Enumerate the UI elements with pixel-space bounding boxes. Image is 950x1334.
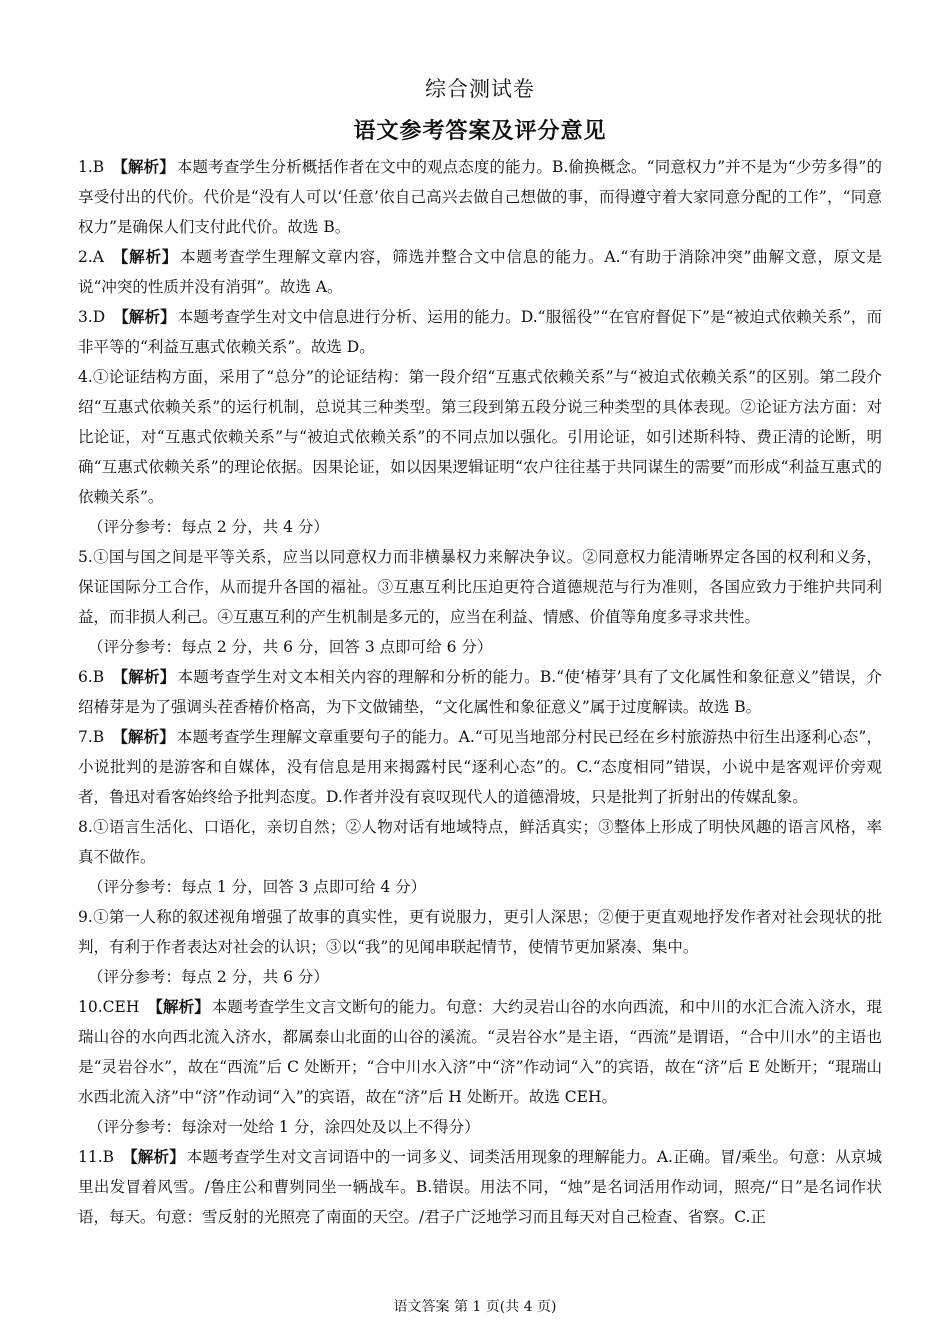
answer-number: 5. <box>78 548 93 566</box>
answer-item <box>78 992 882 1112</box>
scoring-note: （评分参考：每点 2 分，共 6 分） <box>88 968 329 986</box>
analysis-tag: 【解析】 <box>111 247 179 266</box>
answer-text: ①第一人称的叙述视角增强了故事的真实性，更有说服力，更引人深思；②便于更直观地抒发作者对社会现状的批判，有利于作者表达对社会的认识；③以“我”的见闻串联起情节，使情节更加紧凑、集中。 <box>78 908 882 956</box>
page-subtitle: 语文参考答案及评分意见 <box>353 118 607 144</box>
answer-number: 6.B <box>78 668 105 686</box>
answer-item <box>78 722 882 812</box>
answer-number: 3.D <box>78 308 106 326</box>
answer-item <box>78 662 882 722</box>
scoring-note: （评分参考：每点 1 分，回答 3 点即可给 4 分） <box>88 878 427 896</box>
answer-number: 1.B <box>78 158 105 176</box>
answer-text: 本题考查学生对文言词语中的一词多义、词类活用现象的理解能力。A.正确。冒/乘坐。句意：从京城里出发冒着风雪。/鲁庄公和曹刿同坐一辆战车。B.错误。用法不同，“烛”是名词活用作动词，照亮/“日”是名词作状语，每天。句意：雪反射的光照亮了南面的天空。/君子广泛地学习而且每天对自己检查、省察。C.正 <box>78 1148 882 1226</box>
analysis-tag: 【解析】 <box>122 1147 185 1166</box>
answer-number: 8. <box>78 818 93 836</box>
answer-text: 本题考查学生理解文章内容，筛选并整合文中信息的能力。A.“有助于消除冲突”曲解文意，原文是说“冲突的性质并没有消弭”。故选 A。 <box>78 248 882 296</box>
answer-number: 10.CEH <box>78 998 140 1016</box>
answer-list <box>78 152 882 1232</box>
answer-item <box>78 302 882 362</box>
page-title: 综合测试卷 <box>425 77 535 101</box>
answer-text: 本题考查学生对文本相关内容的理解和分析的能力。B.“使‘椿芽’具有了文化属性和象征意义”错误，介绍椿芽是为了强调头茬香椿价格高，为下文做铺垫，“文化属性和象征意义”属于过度解读。故选 B。 <box>78 668 882 716</box>
analysis-tag: 【解析】 <box>113 307 176 326</box>
scoring-note: （评分参考：每点 2 分，共 4 分） <box>88 518 329 536</box>
answer-text: 本题考查学生分析概括作者在文中的观点态度的能力。B.偷换概念。“同意权力”并不是为“少劳多得”的享受付出的代价。代价是“没有人可以‘任意’依自己高兴去做自己想做的事，而得遵守着大家同意分配的工作”，“同意权力”是确保人们支付此代价。故选 B。 <box>78 158 882 236</box>
scoring-note: （评分参考：每点 2 分，共 6 分，回答 3 点即可给 6 分） <box>88 638 493 656</box>
analysis-tag: 【解析】 <box>112 157 175 176</box>
answer-text: ①语言生活化、口语化，亲切自然；②人物对话有地域特点，鲜活真实；③整体上形成了明快风趣的语言风格，率真不做作。 <box>78 818 882 866</box>
answer-number: 4. <box>78 368 93 386</box>
answer-number: 2.A <box>78 248 104 266</box>
answer-text: 本题考查学生对文中信息进行分析、运用的能力。D.“服徭役”“在官府督促下”是“被迫式依赖关系”，而非平等的“利益互惠式依赖关系”。故选 D。 <box>78 308 882 356</box>
answer-number: 11.B <box>78 1148 115 1166</box>
answer-text: 本题考查学生理解文章重要句子的能力。A.“可见当地部分村民已经在乡村旅游热中衍生出逐利心态”，小说批判的是游客和自媒体，没有信息是用来揭露村民“逐利心态”的。C.“态度相同”错误，小说中是客观评价旁观者，鲁迅对看客始终给予批判态度。D.作者并没有哀叹现代人的道德滑坡，只是批判了折射出的传媒乱象。 <box>78 728 882 806</box>
answer-item <box>78 542 882 632</box>
answer-item <box>78 242 882 302</box>
answer-item <box>78 152 882 242</box>
answer-number: 9. <box>78 908 93 926</box>
answer-item <box>78 362 882 512</box>
answer-number: 7.B <box>78 728 105 746</box>
answer-text: ①论证结构方面，采用了“总分”的论证结构：第一段介绍“互惠式依赖关系”与“被迫式依赖关系”的区别。第二段介绍“互惠式依赖关系”的运行机制，总说其三种类型。第三段到第五段分说三种类型的具体表现。②论证方法方面：对比论证，对“互惠式依赖关系”与“被迫式依赖关系”的不同点加以强化。引用论证，如引述斯科特、费正清的论断，明确“互惠式依赖关系”的理论依据。因果论证，如以因果逻辑证明“农户往往基于共同谋生的需要”而形成“利益互惠式的依赖关系”。 <box>78 368 882 506</box>
analysis-tag: 【解析】 <box>112 667 176 686</box>
analysis-tag: 【解析】 <box>147 997 210 1016</box>
answer-text: ①国与国之间是平等关系，应当以同意权力而非横暴权力来解决争议。②同意权力能清晰界定各国的权利和义务，保证国际分工合作，从而提升各国的福祉。③互惠互利比压迫更符合道德规范与行为准则，各国应致力于维护共同利益，而非损人利己。④互惠互利的产生机制是多元的，应当在利益、情感、价值等角度多寻求共性。 <box>78 548 882 626</box>
answer-item <box>78 902 882 962</box>
page-footer: 语文答案 第 1 页(共 4 页) <box>393 1299 557 1315</box>
scoring-note: （评分参考：每涂对一处给 1 分，涂四处及以上不得分） <box>88 1118 480 1136</box>
analysis-tag: 【解析】 <box>112 727 175 746</box>
answer-text: 本题考查学生文言文断句的能力。句意：大约灵岩山谷的水向西流，和中川的水汇合流入济水，琨瑞山谷的水向西北流入济水，都属泰山北面的山谷的溪流。“灵岩谷水”是主语，“西流”是谓语，“合中川水”的主语也是“灵岩谷水”，故在“西流”后 C 处断开；“合中川水入济”中“济”作动词“入”的宾语，故在“济”后 E 处断开；“琨瑞山水西北流入济”中“济”作动词“入”的宾语，故在“济”后 H 处断开。故选 CEH。 <box>78 998 882 1106</box>
answer-item <box>78 1142 882 1232</box>
answer-item <box>78 812 882 872</box>
